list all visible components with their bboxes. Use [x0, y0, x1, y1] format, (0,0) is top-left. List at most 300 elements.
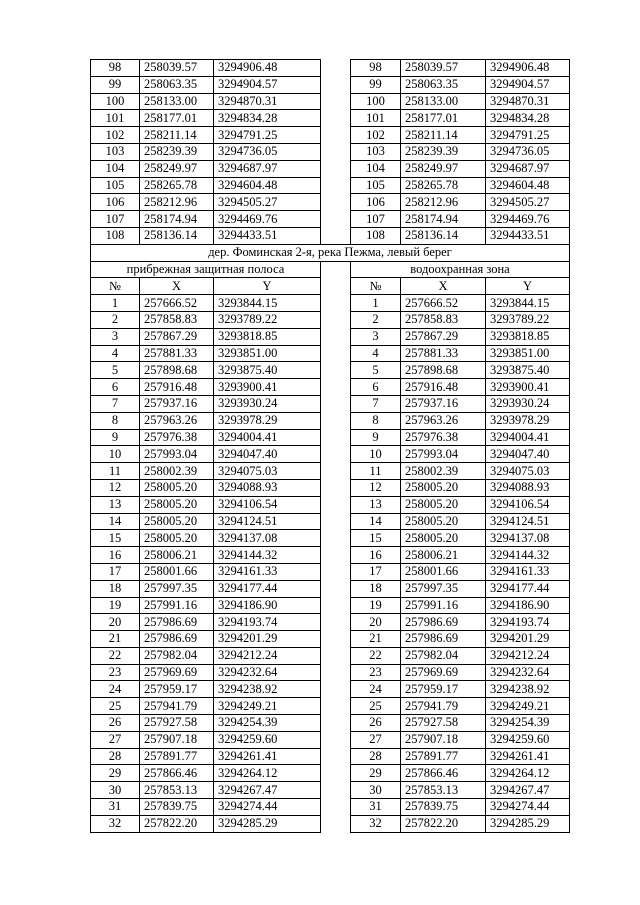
- table-row: [91, 580, 570, 597]
- x-coordinate: 258063.35: [401, 76, 486, 93]
- table-row: [91, 110, 570, 127]
- x-coordinate: 257867.29: [401, 328, 486, 345]
- y-coordinate: 3293930.24: [214, 395, 321, 412]
- point-number: 18: [351, 580, 401, 597]
- y-coordinate: 3294106.54: [486, 496, 570, 513]
- x-coordinate: 258136.14: [401, 227, 486, 244]
- y-coordinate: 3294004.41: [214, 429, 321, 446]
- y-coordinate: 3294177.44: [214, 580, 321, 597]
- x-coordinate: 257937.16: [140, 395, 214, 412]
- y-coordinate: 3294736.05: [486, 143, 570, 160]
- y-coordinate: 3293818.85: [214, 328, 321, 345]
- y-coordinate: 3294433.51: [486, 227, 570, 244]
- y-coordinate: 3293789.22: [214, 311, 321, 328]
- x-coordinate: 257822.20: [140, 815, 214, 832]
- x-coordinate: 258133.00: [401, 93, 486, 110]
- y-coordinate: 3293930.24: [486, 395, 570, 412]
- y-coordinate: 3294124.51: [486, 513, 570, 530]
- col-no-right: №: [351, 278, 401, 295]
- x-coordinate: 258211.14: [401, 127, 486, 144]
- point-number: 98: [351, 60, 401, 77]
- x-coordinate: 258239.39: [140, 143, 214, 160]
- x-coordinate: 257969.69: [140, 664, 214, 681]
- point-number: 100: [351, 93, 401, 110]
- point-number: 4: [91, 345, 140, 362]
- y-coordinate: 3294193.74: [214, 614, 321, 631]
- table-row: [91, 513, 570, 530]
- x-coordinate: 258177.01: [140, 110, 214, 127]
- y-coordinate: 3294736.05: [214, 143, 321, 160]
- y-coordinate: 3294906.48: [486, 60, 570, 77]
- table-row: [91, 127, 570, 144]
- y-coordinate: 3293844.15: [486, 295, 570, 312]
- section-title: дер. Фоминская 2-я, река Пежма, левый берег: [91, 244, 570, 261]
- y-coordinate: 3294238.92: [486, 681, 570, 698]
- col-y-right: Y: [486, 278, 570, 295]
- table-row: [91, 614, 570, 631]
- y-coordinate: 3294285.29: [214, 815, 321, 832]
- x-coordinate: 258005.20: [140, 479, 214, 496]
- point-number: 7: [91, 395, 140, 412]
- point-number: 11: [91, 463, 140, 480]
- y-coordinate: 3293978.29: [486, 412, 570, 429]
- point-number: 28: [91, 748, 140, 765]
- y-coordinate: 3294870.31: [486, 93, 570, 110]
- point-number: 18: [91, 580, 140, 597]
- table-row: [91, 815, 570, 832]
- table-row: [91, 782, 570, 799]
- y-coordinate: 3294267.47: [214, 782, 321, 799]
- x-coordinate: 257976.38: [140, 429, 214, 446]
- y-coordinate: 3294433.51: [214, 227, 321, 244]
- point-number: 17: [351, 563, 401, 580]
- top-rows: [91, 60, 570, 245]
- point-number: 6: [91, 379, 140, 396]
- y-coordinate: 3294193.74: [486, 614, 570, 631]
- point-number: 19: [91, 597, 140, 614]
- y-coordinate: 3294791.25: [214, 127, 321, 144]
- table-row: [91, 60, 570, 77]
- point-number: 108: [91, 227, 140, 244]
- point-number: 14: [91, 513, 140, 530]
- point-number: 32: [91, 815, 140, 832]
- x-coordinate: 258002.39: [140, 463, 214, 480]
- point-number: 19: [351, 597, 401, 614]
- y-coordinate: 3294261.41: [486, 748, 570, 765]
- table-row: [91, 731, 570, 748]
- point-number: 24: [91, 681, 140, 698]
- point-number: 103: [91, 143, 140, 160]
- x-coordinate: 257997.35: [140, 580, 214, 597]
- x-coordinate: 258005.20: [401, 479, 486, 496]
- section-header: [91, 244, 570, 294]
- point-number: 8: [351, 412, 401, 429]
- y-coordinate: 3294505.27: [486, 194, 570, 211]
- x-coordinate: 257991.16: [401, 597, 486, 614]
- x-coordinate: 257993.04: [140, 446, 214, 463]
- y-coordinate: 3294249.21: [214, 698, 321, 715]
- table-row: [91, 698, 570, 715]
- table-row: [91, 328, 570, 345]
- table-row: [91, 412, 570, 429]
- x-coordinate: 258133.00: [140, 93, 214, 110]
- x-coordinate: 257993.04: [401, 446, 486, 463]
- x-coordinate: 257839.75: [140, 799, 214, 816]
- y-coordinate: 3294124.51: [214, 513, 321, 530]
- y-coordinate: 3294604.48: [214, 177, 321, 194]
- y-coordinate: 3294137.08: [214, 530, 321, 547]
- point-number: 107: [351, 211, 401, 228]
- point-number: 32: [351, 815, 401, 832]
- point-number: 2: [351, 311, 401, 328]
- y-coordinate: 3293851.00: [214, 345, 321, 362]
- point-number: 26: [351, 715, 401, 732]
- table-row: [91, 547, 570, 564]
- left-zone-header: прибрежная защитная полоса: [91, 261, 321, 278]
- table-row: [91, 681, 570, 698]
- x-coordinate: 258249.97: [140, 160, 214, 177]
- x-coordinate: 257941.79: [401, 698, 486, 715]
- y-coordinate: 3294249.21: [486, 698, 570, 715]
- bottom-rows: [91, 295, 570, 833]
- point-number: 104: [91, 160, 140, 177]
- point-number: 23: [91, 664, 140, 681]
- point-number: 4: [351, 345, 401, 362]
- x-coordinate: 257969.69: [401, 664, 486, 681]
- point-number: 100: [91, 93, 140, 110]
- y-coordinate: 3294201.29: [214, 631, 321, 648]
- point-number: 24: [351, 681, 401, 698]
- y-coordinate: 3294834.28: [486, 110, 570, 127]
- x-coordinate: 257881.33: [401, 345, 486, 362]
- point-number: 13: [351, 496, 401, 513]
- x-coordinate: 258063.35: [140, 76, 214, 93]
- x-coordinate: 258005.20: [140, 530, 214, 547]
- point-number: 9: [351, 429, 401, 446]
- x-coordinate: 257891.77: [401, 748, 486, 765]
- x-coordinate: 257666.52: [140, 295, 214, 312]
- y-coordinate: 3294238.92: [214, 681, 321, 698]
- point-number: 3: [91, 328, 140, 345]
- y-coordinate: 3294254.39: [486, 715, 570, 732]
- table-row: [91, 177, 570, 194]
- y-coordinate: 3294469.76: [214, 211, 321, 228]
- y-coordinate: 3294259.60: [486, 731, 570, 748]
- x-coordinate: 258212.96: [401, 194, 486, 211]
- x-coordinate: 257997.35: [401, 580, 486, 597]
- point-number: 1: [91, 295, 140, 312]
- point-number: 22: [91, 647, 140, 664]
- y-coordinate: 3293900.41: [486, 379, 570, 396]
- x-coordinate: 258039.57: [140, 60, 214, 77]
- x-coordinate: 257982.04: [140, 647, 214, 664]
- point-number: 31: [91, 799, 140, 816]
- table-row: [91, 496, 570, 513]
- x-coordinate: 257907.18: [401, 731, 486, 748]
- x-coordinate: 257986.69: [140, 614, 214, 631]
- x-coordinate: 257927.58: [140, 715, 214, 732]
- x-coordinate: 257867.29: [140, 328, 214, 345]
- x-coordinate: 258177.01: [401, 110, 486, 127]
- x-coordinate: 258005.20: [401, 513, 486, 530]
- point-number: 27: [91, 731, 140, 748]
- x-coordinate: 257927.58: [401, 715, 486, 732]
- table-row: [91, 379, 570, 396]
- x-coordinate: 257986.69: [140, 631, 214, 648]
- table-row: [91, 143, 570, 160]
- y-coordinate: 3294604.48: [486, 177, 570, 194]
- y-coordinate: 3294212.24: [486, 647, 570, 664]
- y-coordinate: 3294232.64: [214, 664, 321, 681]
- point-number: 5: [351, 362, 401, 379]
- y-coordinate: 3294274.44: [214, 799, 321, 816]
- table-row: [91, 76, 570, 93]
- point-number: 10: [351, 446, 401, 463]
- x-coordinate: 258001.66: [140, 563, 214, 580]
- point-number: 102: [351, 127, 401, 144]
- y-coordinate: 3294469.76: [486, 211, 570, 228]
- x-coordinate: 257666.52: [401, 295, 486, 312]
- y-coordinate: 3294004.41: [486, 429, 570, 446]
- table-row: [91, 311, 570, 328]
- table-row: [91, 429, 570, 446]
- point-number: 27: [351, 731, 401, 748]
- table-row: [91, 211, 570, 228]
- x-coordinate: 257853.13: [140, 782, 214, 799]
- y-coordinate: 3294047.40: [214, 446, 321, 463]
- table-row: [91, 799, 570, 816]
- y-coordinate: 3294186.90: [486, 597, 570, 614]
- y-coordinate: 3293851.00: [486, 345, 570, 362]
- point-number: 103: [351, 143, 401, 160]
- y-coordinate: 3294791.25: [486, 127, 570, 144]
- x-coordinate: 258136.14: [140, 227, 214, 244]
- x-coordinate: 258002.39: [401, 463, 486, 480]
- x-coordinate: 258265.78: [140, 177, 214, 194]
- table-row: [91, 345, 570, 362]
- y-coordinate: 3294687.97: [214, 160, 321, 177]
- table-row: [91, 765, 570, 782]
- x-coordinate: 258174.94: [401, 211, 486, 228]
- point-number: 26: [91, 715, 140, 732]
- point-number: 107: [91, 211, 140, 228]
- point-number: 5: [91, 362, 140, 379]
- y-coordinate: 3294088.93: [486, 479, 570, 496]
- table-row: [91, 160, 570, 177]
- point-number: 12: [91, 479, 140, 496]
- y-coordinate: 3294161.33: [486, 563, 570, 580]
- point-number: 15: [351, 530, 401, 547]
- point-number: 31: [351, 799, 401, 816]
- x-coordinate: 257891.77: [140, 748, 214, 765]
- point-number: 16: [351, 547, 401, 564]
- x-coordinate: 258211.14: [140, 127, 214, 144]
- point-number: 1: [351, 295, 401, 312]
- y-coordinate: 3294505.27: [214, 194, 321, 211]
- y-coordinate: 3294267.47: [486, 782, 570, 799]
- y-coordinate: 3294274.44: [486, 799, 570, 816]
- x-coordinate: 257839.75: [401, 799, 486, 816]
- y-coordinate: 3294212.24: [214, 647, 321, 664]
- point-number: 101: [91, 110, 140, 127]
- point-number: 105: [351, 177, 401, 194]
- table-row: [91, 597, 570, 614]
- x-coordinate: 257963.26: [401, 412, 486, 429]
- point-number: 99: [351, 76, 401, 93]
- table-row: [91, 446, 570, 463]
- point-number: 30: [91, 782, 140, 799]
- table-row: [91, 227, 570, 244]
- table-row: [91, 715, 570, 732]
- point-number: 25: [91, 698, 140, 715]
- x-coordinate: 257866.46: [140, 765, 214, 782]
- y-coordinate: 3293978.29: [214, 412, 321, 429]
- y-coordinate: 3294047.40: [486, 446, 570, 463]
- point-number: 15: [91, 530, 140, 547]
- point-number: 2: [91, 311, 140, 328]
- y-coordinate: 3294201.29: [486, 631, 570, 648]
- x-coordinate: 257959.17: [401, 681, 486, 698]
- table-row: [91, 295, 570, 312]
- x-coordinate: 257881.33: [140, 345, 214, 362]
- y-coordinate: 3294075.03: [486, 463, 570, 480]
- table-row: [91, 631, 570, 648]
- y-coordinate: 3293875.40: [486, 362, 570, 379]
- x-coordinate: 258174.94: [140, 211, 214, 228]
- x-coordinate: 258239.39: [401, 143, 486, 160]
- coordinates-page: [90, 59, 569, 833]
- y-coordinate: 3294161.33: [214, 563, 321, 580]
- point-number: 13: [91, 496, 140, 513]
- point-number: 12: [351, 479, 401, 496]
- x-coordinate: 257898.68: [401, 362, 486, 379]
- point-number: 11: [351, 463, 401, 480]
- point-number: 16: [91, 547, 140, 564]
- y-coordinate: 3294106.54: [214, 496, 321, 513]
- point-number: 7: [351, 395, 401, 412]
- x-coordinate: 257982.04: [401, 647, 486, 664]
- point-number: 9: [91, 429, 140, 446]
- y-coordinate: 3294137.08: [486, 530, 570, 547]
- x-coordinate: 257937.16: [401, 395, 486, 412]
- y-coordinate: 3294264.12: [486, 765, 570, 782]
- x-coordinate: 258006.21: [140, 547, 214, 564]
- x-coordinate: 257866.46: [401, 765, 486, 782]
- x-coordinate: 257959.17: [140, 681, 214, 698]
- x-coordinate: 257986.69: [401, 614, 486, 631]
- y-coordinate: 3294264.12: [214, 765, 321, 782]
- point-number: 20: [91, 614, 140, 631]
- column-header-row: [91, 278, 570, 295]
- x-coordinate: 257963.26: [140, 412, 214, 429]
- point-number: 104: [351, 160, 401, 177]
- x-coordinate: 257853.13: [401, 782, 486, 799]
- y-coordinate: 3294259.60: [214, 731, 321, 748]
- y-coordinate: 3294144.32: [214, 547, 321, 564]
- y-coordinate: 3294904.57: [486, 76, 570, 93]
- point-number: 25: [351, 698, 401, 715]
- point-number: 28: [351, 748, 401, 765]
- x-coordinate: 257898.68: [140, 362, 214, 379]
- x-coordinate: 258006.21: [401, 547, 486, 564]
- y-coordinate: 3294232.64: [486, 664, 570, 681]
- point-number: 6: [351, 379, 401, 396]
- table-row: [91, 194, 570, 211]
- x-coordinate: 257991.16: [140, 597, 214, 614]
- y-coordinate: 3294285.29: [486, 815, 570, 832]
- table-row: [91, 479, 570, 496]
- point-number: 101: [351, 110, 401, 127]
- point-number: 30: [351, 782, 401, 799]
- point-number: 106: [91, 194, 140, 211]
- x-coordinate: 258005.20: [140, 513, 214, 530]
- y-coordinate: 3294906.48: [214, 60, 321, 77]
- point-number: 108: [351, 227, 401, 244]
- point-number: 10: [91, 446, 140, 463]
- y-coordinate: 3294144.32: [486, 547, 570, 564]
- point-number: 20: [351, 614, 401, 631]
- x-coordinate: 257858.83: [140, 311, 214, 328]
- point-number: 8: [91, 412, 140, 429]
- y-coordinate: 3293844.15: [214, 295, 321, 312]
- point-number: 22: [351, 647, 401, 664]
- y-coordinate: 3294904.57: [214, 76, 321, 93]
- y-coordinate: 3293818.85: [486, 328, 570, 345]
- point-number: 102: [91, 127, 140, 144]
- table-row: [91, 93, 570, 110]
- y-coordinate: 3293900.41: [214, 379, 321, 396]
- point-number: 29: [91, 765, 140, 782]
- y-coordinate: 3294075.03: [214, 463, 321, 480]
- coordinates-table: [90, 59, 570, 833]
- x-coordinate: 258005.20: [140, 496, 214, 513]
- point-number: 105: [91, 177, 140, 194]
- point-number: 3: [351, 328, 401, 345]
- x-coordinate: 258039.57: [401, 60, 486, 77]
- y-coordinate: 3294261.41: [214, 748, 321, 765]
- y-coordinate: 3293875.40: [214, 362, 321, 379]
- y-coordinate: 3293789.22: [486, 311, 570, 328]
- table-row: [91, 748, 570, 765]
- x-coordinate: 257858.83: [401, 311, 486, 328]
- x-coordinate: 258265.78: [401, 177, 486, 194]
- y-coordinate: 3294870.31: [214, 93, 321, 110]
- x-coordinate: 258249.97: [401, 160, 486, 177]
- point-number: 106: [351, 194, 401, 211]
- x-coordinate: 257916.48: [140, 379, 214, 396]
- col-y-left: Y: [214, 278, 321, 295]
- point-number: 98: [91, 60, 140, 77]
- x-coordinate: 258001.66: [401, 563, 486, 580]
- table-row: [91, 664, 570, 681]
- point-number: 17: [91, 563, 140, 580]
- point-number: 21: [351, 631, 401, 648]
- y-coordinate: 3294186.90: [214, 597, 321, 614]
- point-number: 29: [351, 765, 401, 782]
- x-coordinate: 257986.69: [401, 631, 486, 648]
- point-number: 99: [91, 76, 140, 93]
- point-number: 14: [351, 513, 401, 530]
- point-number: 23: [351, 664, 401, 681]
- table-row: [91, 530, 570, 547]
- col-x-right: X: [401, 278, 486, 295]
- y-coordinate: 3294834.28: [214, 110, 321, 127]
- y-coordinate: 3294687.97: [486, 160, 570, 177]
- table-row: [91, 563, 570, 580]
- col-no-left: №: [91, 278, 140, 295]
- x-coordinate: 257916.48: [401, 379, 486, 396]
- table-row: [91, 362, 570, 379]
